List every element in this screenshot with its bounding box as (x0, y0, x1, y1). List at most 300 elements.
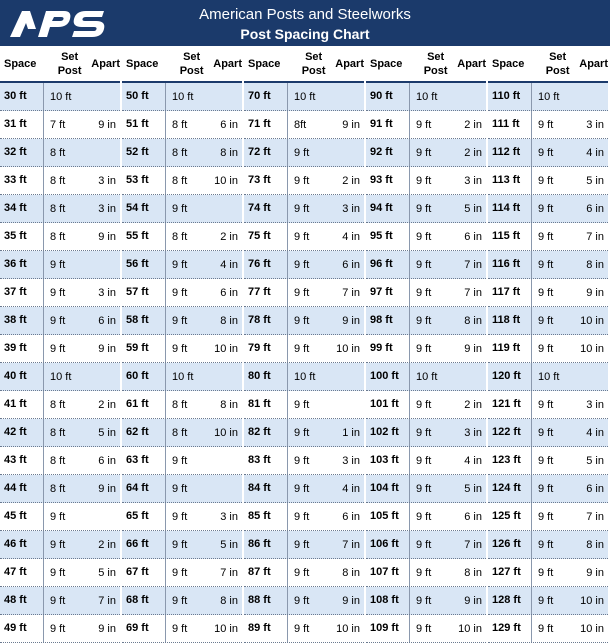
space-cell: 45 ft (0, 503, 44, 530)
table-row (122, 447, 242, 475)
inches-cell: 10 in (336, 622, 360, 635)
table-row (366, 139, 486, 167)
space-cell: 97 ft (366, 279, 410, 306)
feet-cell: 10 ft (538, 90, 560, 103)
inches-cell: 2 in (98, 398, 116, 411)
space-header: Space (370, 57, 403, 70)
space-cell: 59 ft (122, 335, 166, 362)
table-row (0, 167, 120, 195)
space-cell: 83 ft (244, 447, 288, 474)
space-header: Space (4, 57, 37, 70)
space-cell: 125 ft (488, 503, 532, 530)
inches-cell: 1 in (342, 426, 360, 439)
feet-cell: 9 ft (294, 314, 310, 327)
inches-cell: 7 in (342, 538, 360, 551)
inches-cell: 10 in (458, 622, 482, 635)
set-post-apart-header (414, 46, 486, 81)
space-cell: 121 ft (488, 391, 532, 418)
inches-cell: 4 in (464, 454, 482, 467)
inches-cell: 9 in (586, 566, 604, 579)
inches-cell: 8 in (220, 594, 238, 607)
space-cell: 109 ft (366, 615, 410, 642)
inches-cell: 7 in (220, 566, 238, 579)
inches-cell: 4 in (586, 146, 604, 159)
feet-cell: 9 ft (538, 594, 554, 607)
inches-cell: 7 in (464, 286, 482, 299)
feet-cell: 8 ft (50, 174, 66, 187)
table-row (0, 447, 120, 475)
space-cell: 41 ft (0, 391, 44, 418)
table-row (366, 363, 486, 391)
space-cell: 60 ft (122, 363, 166, 390)
inches-cell: 9 in (98, 482, 116, 495)
table-row (244, 559, 364, 587)
table-row (366, 531, 486, 559)
feet-cell: 10 ft (416, 370, 438, 383)
table-row (366, 475, 486, 503)
feet-cell: 9 ft (538, 230, 554, 243)
feet-cell: 9 ft (294, 482, 310, 495)
feet-cell: 9 ft (50, 510, 66, 523)
table-row (122, 615, 242, 643)
feet-cell: 8 ft (172, 118, 188, 131)
space-cell: 104 ft (366, 475, 410, 502)
feet-cell: 9 ft (416, 398, 432, 411)
table-row (366, 223, 486, 251)
table-row (244, 475, 364, 503)
space-cell: 93 ft (366, 167, 410, 194)
table-row (366, 195, 486, 223)
inches-cell: 7 in (342, 286, 360, 299)
feet-cell: 9 ft (172, 538, 188, 551)
header-line: Set Post (57, 50, 82, 77)
space-cell: 47 ft (0, 559, 44, 586)
space-cell: 76 ft (244, 251, 288, 278)
inches-cell: 7 in (586, 510, 604, 523)
inches-cell: 10 in (214, 342, 238, 355)
table-row (366, 391, 486, 419)
table-row (244, 419, 364, 447)
table-row (244, 363, 364, 391)
table-row (122, 167, 242, 195)
table-row (244, 531, 364, 559)
feet-cell: 9 ft (416, 566, 432, 579)
space-cell: 68 ft (122, 587, 166, 614)
inches-cell: 3 in (98, 202, 116, 215)
space-header: Space (492, 57, 525, 70)
space-cell: 127 ft (488, 559, 532, 586)
inches-cell: 8 in (342, 566, 360, 579)
header-line: Apart (579, 57, 608, 70)
column-header (366, 46, 486, 83)
space-cell: 102 ft (366, 419, 410, 446)
table-row (488, 419, 608, 447)
feet-cell: 9 ft (538, 510, 554, 523)
space-cell: 44 ft (0, 475, 44, 502)
table-row (244, 195, 364, 223)
feet-cell: 9 ft (538, 174, 554, 187)
table-row (488, 223, 608, 251)
space-cell: 33 ft (0, 167, 44, 194)
inches-cell: 10 in (214, 622, 238, 635)
table-row (244, 111, 364, 139)
feet-cell: 9 ft (294, 174, 310, 187)
table-row (122, 363, 242, 391)
feet-cell: 10 ft (294, 370, 316, 383)
table-row (366, 251, 486, 279)
space-cell: 65 ft (122, 503, 166, 530)
inches-cell: 4 in (342, 482, 360, 495)
space-cell: 81 ft (244, 391, 288, 418)
feet-cell: 10 ft (538, 370, 560, 383)
feet-cell: 9 ft (50, 622, 66, 635)
table-row (0, 83, 120, 111)
table-row (488, 391, 608, 419)
space-cell: 62 ft (122, 419, 166, 446)
table-row (122, 503, 242, 531)
table-row (488, 335, 608, 363)
table-row (488, 195, 608, 223)
space-cell: 128 ft (488, 587, 532, 614)
space-cell: 124 ft (488, 475, 532, 502)
space-cell: 82 ft (244, 419, 288, 446)
feet-cell: 9 ft (538, 342, 554, 355)
space-cell: 100 ft (366, 363, 410, 390)
space-cell: 73 ft (244, 167, 288, 194)
inches-cell: 3 in (586, 398, 604, 411)
inches-cell: 6 in (464, 510, 482, 523)
feet-cell: 10 ft (416, 90, 438, 103)
feet-cell: 9 ft (294, 146, 310, 159)
inches-cell: 8 in (220, 314, 238, 327)
table-row (488, 363, 608, 391)
table-row (366, 559, 486, 587)
space-cell: 49 ft (0, 615, 44, 642)
space-cell: 107 ft (366, 559, 410, 586)
feet-cell: 9 ft (538, 566, 554, 579)
table-row (488, 531, 608, 559)
space-cell: 57 ft (122, 279, 166, 306)
feet-cell: 10 ft (50, 90, 72, 103)
feet-cell: 9 ft (172, 454, 188, 467)
space-cell: 40 ft (0, 363, 44, 390)
feet-cell: 9 ft (294, 622, 310, 635)
table-row (366, 419, 486, 447)
space-cell: 123 ft (488, 447, 532, 474)
space-cell: 52 ft (122, 139, 166, 166)
space-cell: 94 ft (366, 195, 410, 222)
table-row (488, 167, 608, 195)
feet-cell: 9 ft (538, 118, 554, 131)
inches-cell: 6 in (342, 510, 360, 523)
feet-cell: 9 ft (172, 314, 188, 327)
space-cell: 112 ft (488, 139, 532, 166)
feet-cell: 8 ft (172, 398, 188, 411)
space-cell: 116 ft (488, 251, 532, 278)
feet-cell: 8 ft (50, 230, 66, 243)
table-row (0, 587, 120, 615)
feet-cell: 8 ft (50, 202, 66, 215)
feet-cell: 9 ft (416, 286, 432, 299)
table-row (488, 475, 608, 503)
feet-cell: 9 ft (172, 202, 188, 215)
space-cell: 101 ft (366, 391, 410, 418)
table-row (366, 307, 486, 335)
inches-cell: 9 in (342, 118, 360, 131)
inches-cell: 5 in (98, 566, 116, 579)
feet-cell: 9 ft (416, 482, 432, 495)
table-row (244, 307, 364, 335)
feet-cell: 9 ft (538, 258, 554, 271)
inches-cell: 4 in (586, 426, 604, 439)
inches-cell: 3 in (220, 510, 238, 523)
space-header: Space (126, 57, 159, 70)
feet-cell: 9 ft (50, 258, 66, 271)
table-row (488, 307, 608, 335)
feet-cell: 9 ft (416, 622, 432, 635)
space-cell: 50 ft (122, 83, 166, 110)
inches-cell: 9 in (342, 594, 360, 607)
table-row (122, 419, 242, 447)
column-header (122, 46, 242, 83)
inches-cell: 10 in (580, 622, 604, 635)
inches-cell: 9 in (342, 314, 360, 327)
table-row (244, 503, 364, 531)
feet-cell: 9 ft (538, 314, 554, 327)
inches-cell: 6 in (98, 454, 116, 467)
table-column (244, 46, 364, 643)
space-cell: 111 ft (488, 111, 532, 138)
table-column (0, 46, 120, 643)
table-row (488, 83, 608, 111)
feet-cell: 9 ft (172, 342, 188, 355)
space-cell: 103 ft (366, 447, 410, 474)
space-cell: 72 ft (244, 139, 288, 166)
table-column (122, 46, 242, 643)
inches-cell: 2 in (98, 538, 116, 551)
inches-cell: 3 in (464, 174, 482, 187)
space-cell: 71 ft (244, 111, 288, 138)
table-row (0, 615, 120, 643)
inches-cell: 3 in (342, 202, 360, 215)
space-cell: 56 ft (122, 251, 166, 278)
feet-cell: 9 ft (294, 342, 310, 355)
feet-cell: 9 ft (50, 342, 66, 355)
table-row (244, 615, 364, 643)
table-row (122, 307, 242, 335)
table-row (488, 139, 608, 167)
feet-cell: 7 ft (50, 118, 66, 131)
space-cell: 75 ft (244, 223, 288, 250)
space-cell: 74 ft (244, 195, 288, 222)
table-row (0, 419, 120, 447)
inches-cell: 4 in (220, 258, 238, 271)
inches-cell: 5 in (464, 202, 482, 215)
inches-cell: 5 in (98, 426, 116, 439)
table-row (488, 447, 608, 475)
table-column (366, 46, 486, 643)
feet-cell: 9 ft (294, 398, 310, 411)
space-cell: 66 ft (122, 531, 166, 558)
space-cell: 31 ft (0, 111, 44, 138)
feet-cell: 8 ft (172, 230, 188, 243)
feet-cell: 9 ft (416, 230, 432, 243)
table-row (0, 559, 120, 587)
table-row (122, 531, 242, 559)
table-row (244, 279, 364, 307)
table-row (122, 83, 242, 111)
inches-cell: 2 in (464, 146, 482, 159)
feet-cell: 8 ft (172, 174, 188, 187)
feet-cell: 10 ft (294, 90, 316, 103)
inches-cell: 5 in (220, 538, 238, 551)
brand-name: American Posts and Steelworks (199, 6, 411, 23)
space-cell: 55 ft (122, 223, 166, 250)
feet-cell: 9 ft (294, 594, 310, 607)
space-cell: 114 ft (488, 195, 532, 222)
feet-cell: 9 ft (294, 510, 310, 523)
feet-cell: 9 ft (294, 258, 310, 271)
table-row (244, 447, 364, 475)
table-row (122, 139, 242, 167)
table-row (0, 475, 120, 503)
table-row (122, 195, 242, 223)
table-row (122, 251, 242, 279)
table-row (0, 251, 120, 279)
space-cell: 46 ft (0, 531, 44, 558)
header-line: Apart (91, 57, 120, 70)
space-cell: 113 ft (488, 167, 532, 194)
inches-cell: 9 in (464, 594, 482, 607)
table-row (122, 279, 242, 307)
table-row (0, 391, 120, 419)
table-row (0, 279, 120, 307)
table-row (244, 251, 364, 279)
inches-cell: 7 in (464, 538, 482, 551)
inches-cell: 9 in (98, 622, 116, 635)
table-row (0, 335, 120, 363)
set-post-apart-header (536, 46, 608, 81)
table-row (0, 111, 120, 139)
feet-cell: 9 ft (172, 594, 188, 607)
header-line: Apart (213, 57, 242, 70)
feet-cell: 9 ft (294, 230, 310, 243)
inches-cell: 8 in (464, 314, 482, 327)
table-row (244, 587, 364, 615)
table-row (488, 279, 608, 307)
table-row (488, 251, 608, 279)
space-cell: 117 ft (488, 279, 532, 306)
feet-cell: 9 ft (538, 146, 554, 159)
inches-cell: 8 in (464, 566, 482, 579)
inches-cell: 10 in (580, 594, 604, 607)
feet-cell: 9 ft (416, 174, 432, 187)
feet-cell: 9 ft (416, 426, 432, 439)
space-cell: 108 ft (366, 587, 410, 614)
feet-cell: 8 ft (50, 146, 66, 159)
feet-cell: 9 ft (416, 510, 432, 523)
space-cell: 85 ft (244, 503, 288, 530)
space-cell: 34 ft (0, 195, 44, 222)
column-header (0, 46, 120, 83)
space-cell: 43 ft (0, 447, 44, 474)
table-row (366, 587, 486, 615)
space-cell: 78 ft (244, 307, 288, 334)
feet-cell: 9 ft (50, 594, 66, 607)
table-row (122, 335, 242, 363)
inches-cell: 3 in (464, 426, 482, 439)
inches-cell: 2 in (342, 174, 360, 187)
table-row (366, 447, 486, 475)
inches-cell: 10 in (214, 426, 238, 439)
table-row (366, 83, 486, 111)
inches-cell: 9 in (98, 230, 116, 243)
space-cell: 91 ft (366, 111, 410, 138)
inches-cell: 10 in (580, 314, 604, 327)
inches-cell: 9 in (98, 118, 116, 131)
table-row (488, 559, 608, 587)
table-row (0, 195, 120, 223)
space-cell: 105 ft (366, 503, 410, 530)
space-cell: 79 ft (244, 335, 288, 362)
table-row (0, 503, 120, 531)
space-cell: 88 ft (244, 587, 288, 614)
table-row (488, 587, 608, 615)
space-cell: 48 ft (0, 587, 44, 614)
inches-cell: 6 in (342, 258, 360, 271)
space-cell: 61 ft (122, 391, 166, 418)
feet-cell: 10 ft (172, 370, 194, 383)
table-row (122, 391, 242, 419)
inches-cell: 6 in (98, 314, 116, 327)
space-cell: 42 ft (0, 419, 44, 446)
table-row (0, 363, 120, 391)
space-header: Space (248, 57, 281, 70)
feet-cell: 9 ft (416, 594, 432, 607)
feet-cell: 9 ft (50, 538, 66, 551)
table-row (488, 111, 608, 139)
feet-cell: 9 ft (416, 258, 432, 271)
space-cell: 69 ft (122, 615, 166, 642)
table-row (0, 531, 120, 559)
feet-cell: 9 ft (294, 286, 310, 299)
inches-cell: 7 in (464, 258, 482, 271)
header-line: Apart (457, 57, 486, 70)
feet-cell: 8 ft (50, 426, 66, 439)
header-line: Apart (335, 57, 364, 70)
feet-cell: 9 ft (416, 146, 432, 159)
feet-cell: 9 ft (538, 538, 554, 551)
feet-cell: 9 ft (538, 286, 554, 299)
inches-cell: 6 in (586, 482, 604, 495)
inches-cell: 2 in (464, 398, 482, 411)
inches-cell: 8 in (586, 538, 604, 551)
inches-cell: 8 in (220, 398, 238, 411)
feet-cell: 9 ft (416, 538, 432, 551)
inches-cell: 3 in (586, 118, 604, 131)
inches-cell: 7 in (98, 594, 116, 607)
space-cell: 99 ft (366, 335, 410, 362)
set-post-apart-header (170, 46, 242, 81)
table-row (366, 615, 486, 643)
space-cell: 64 ft (122, 475, 166, 502)
feet-cell: 9 ft (538, 426, 554, 439)
space-cell: 54 ft (122, 195, 166, 222)
header-line: Set Post (179, 50, 204, 77)
space-cell: 84 ft (244, 475, 288, 502)
inches-cell: 2 in (464, 118, 482, 131)
space-cell: 80 ft (244, 363, 288, 390)
